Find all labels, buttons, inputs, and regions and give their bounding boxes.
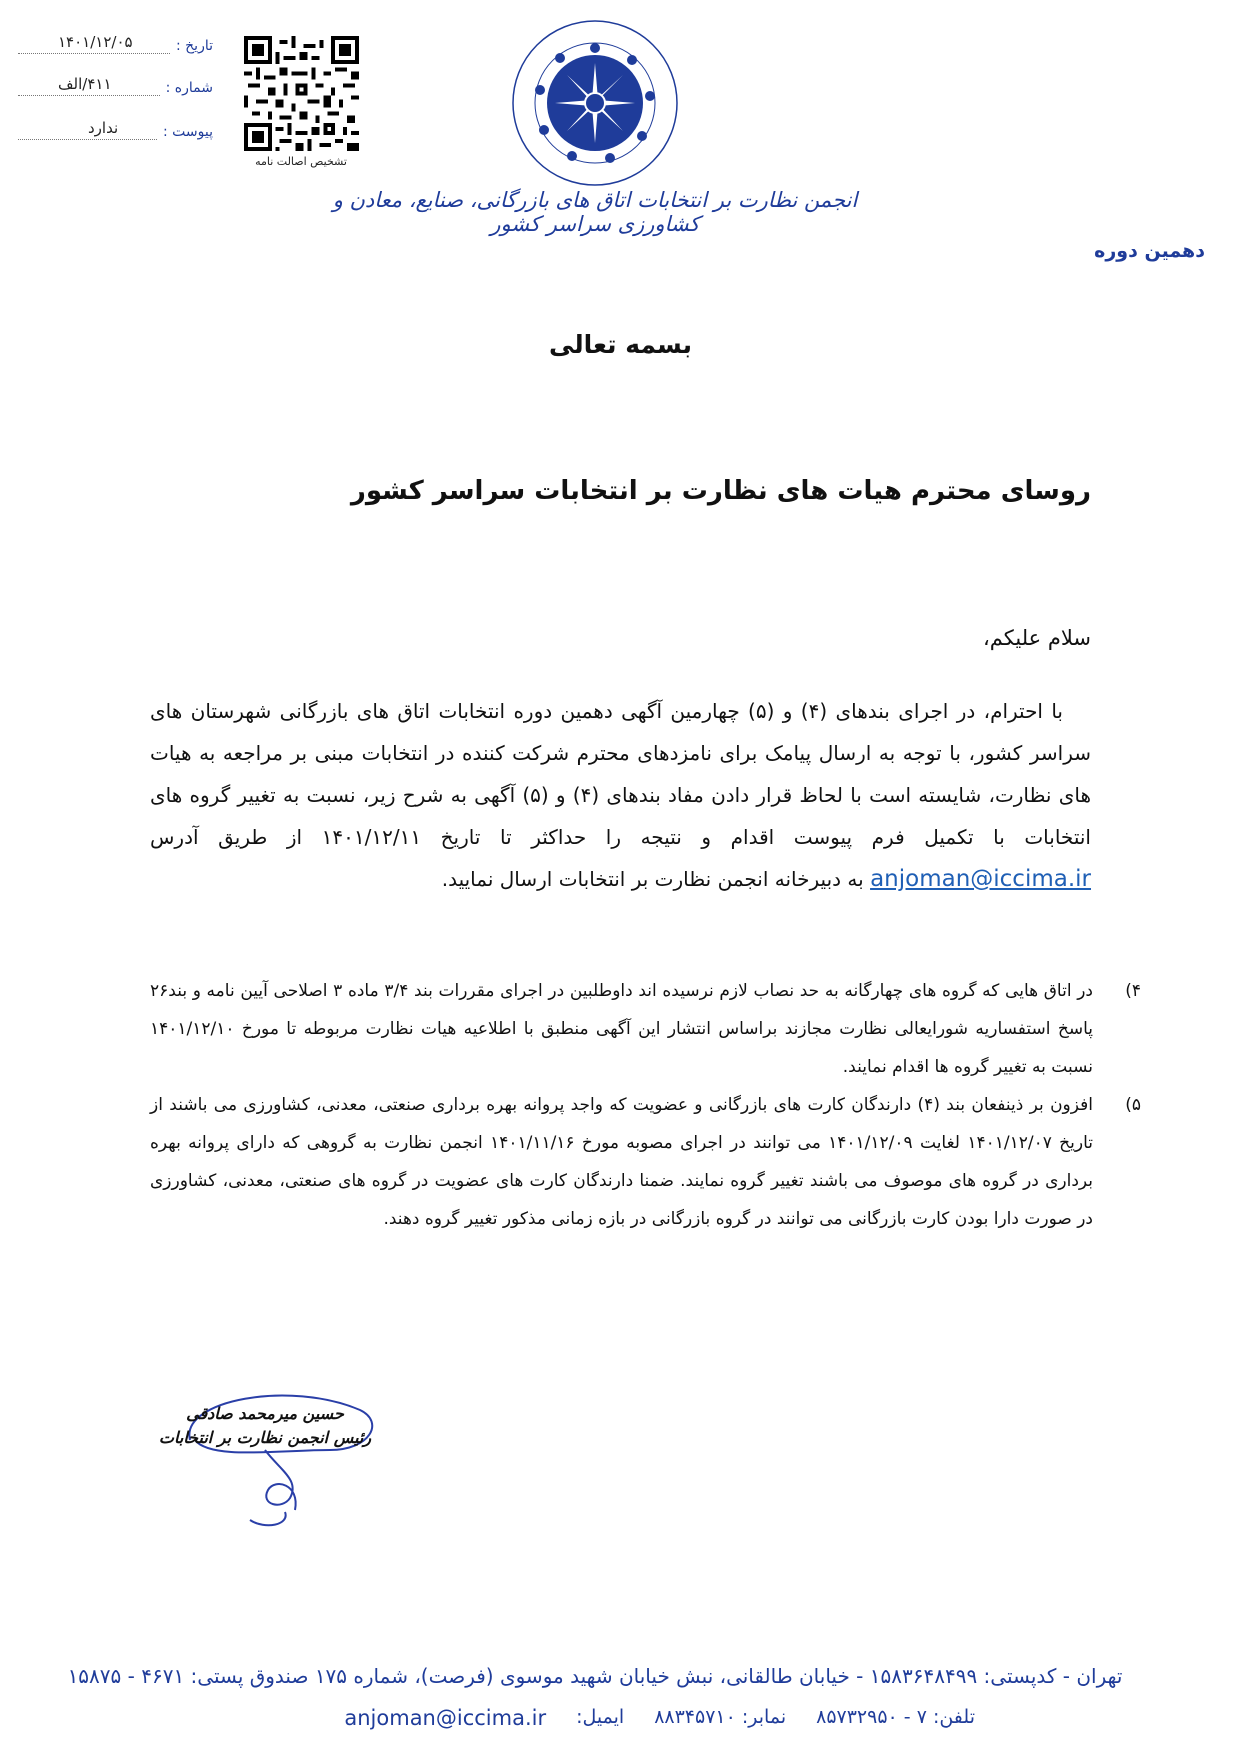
qr-caption: تشخیص اصالت نامه (255, 155, 347, 168)
letter-body (150, 690, 1091, 900)
body-main-text: با احترام، در اجرای بندهای (۴) و (۵) چهارمین آگهی دهمین دوره انتخابات اتاق های بازرگانی شهرستان های سراسر کشور، با توجه به ارسال پیامک برای نامزدهای محترم شرکت کننده در انتخابات مبنی بر مراجعه به هیات های نظارت، شایسته است با لحاظ قرار دادن مفاد بندهای (۴) و (۵) آگهی به شرح زیر، نسبت به تغییر گروه های انتخابات با تکمیل فرم پیوست اقدام و نتیجه را حداکثر تا تاریخ ۱۴۰۱/۱۲/۱۱ از طریق آدرس (150, 699, 1092, 849)
footer-address: تهران - کدپستی: ۱۵۸۳۶۴۸۴۹۹ - خیابان طالقانی، نبش خیابان شهید موسوی (فرصت)، شماره ۱۷۵ صندوق پستی: ۴۶۷۱ - ۱۵۸۷۵ (67, 1664, 1123, 1688)
email-link[interactable]: anjoman@iccima.ir (870, 866, 1091, 892)
number-value: ۴۱۱/الف (18, 75, 160, 96)
attachment-row (18, 116, 213, 140)
list-item (150, 972, 1141, 1086)
notes-list (150, 972, 1141, 1238)
note-number: ۵) (1125, 1095, 1141, 1115)
chamber-emblem-logo (510, 18, 680, 188)
number-row (18, 72, 213, 96)
number-label: شماره : (165, 80, 213, 96)
note-number: ۴) (1125, 981, 1141, 1001)
basmala-heading: بسمه تعالی (548, 330, 693, 359)
date-row (18, 30, 213, 54)
election-period: دهمین دوره (1094, 240, 1205, 262)
attachment-value: ندارد (18, 119, 157, 140)
note-text: افزون بر ذینفعان بند (۴) دارندگان کارت های بازرگانی و عضویت که واجد پروانه بهره برداری صنعتی، معدنی، کشاورزی می باشند از تاریخ ۱۴۰۱/۱۲/۰۷ لغایت ۱۴۰۱/۱۲/۰۹ می توانند در اجرای مصوبه مورخ ۱۴۰۱/۱۱/۱۶ انجمن نظارت به گروهی که دارای پروانه بهره برداری در گروه های موصوف می باشند تغییر گروه نمایند. ضمنا دارندگان کارت های عضویت در گروه های صنعتی، معدنی، کشاورزی در صورت دارا بودن کارت بازرگانی می توانند در گروه بازرگانی در بازه زمانی مذکور تغییر گروه دهند. (150, 1095, 1093, 1229)
body-end-text: به دبیرخانه انجمن نظارت بر انتخابات ارسال نمایید. (441, 867, 864, 891)
signatory-name: حسین میرمحمد صادقی (186, 1404, 344, 1423)
footer-phone: تلفن: ۷ - ۸۵۷۳۲۹۵۰ (816, 1706, 975, 1728)
organization-title: انجمن نظارت بر انتخابات اتاق های بازرگانی، صنایع، معادن و کشاورزی سراسر کشور (332, 188, 858, 236)
date-label: تاریخ : (175, 38, 213, 54)
date-value: ۱۴۰۱/۱۲/۰۵ (18, 33, 170, 54)
footer-fax: نمابر: ۸۸۳۴۵۷۱۰ (654, 1706, 787, 1728)
list-item (150, 1086, 1141, 1238)
footer-email-label: ایمیل: (576, 1706, 625, 1728)
footer-contacts (215, 1706, 975, 1730)
qr-code[interactable] (244, 36, 359, 151)
greeting: سلام علیکم، (983, 626, 1091, 650)
signatory-role: رئیس انجمن نظارت بر انتخابات (158, 1428, 372, 1447)
note-text: در اتاق هایی که گروه های چهارگانه به حد نصاب لازم نرسیده اند داوطلبین در اجرای مقررات بند ۳/۴ ماده ۳ اصلاحی آیین نامه و بند۲۶ پاسخ استفساریه شورایعالی نظارت مجازند براساس انتشار این آگهی منطبق با اطلاعیه هیات نظارت مربوطه تا مورخ ۱۴۰۱/۱۲/۱۰ نسبت به تغییر گروه ها اقدام نمایند. (150, 981, 1093, 1077)
footer-email-link[interactable]: anjoman@iccima.ir (344, 1706, 547, 1730)
addressee-line: روسای محترم هیات های نظارت بر انتخابات سراسر کشور (350, 476, 1091, 506)
attachment-label: پیوست : (163, 124, 213, 140)
